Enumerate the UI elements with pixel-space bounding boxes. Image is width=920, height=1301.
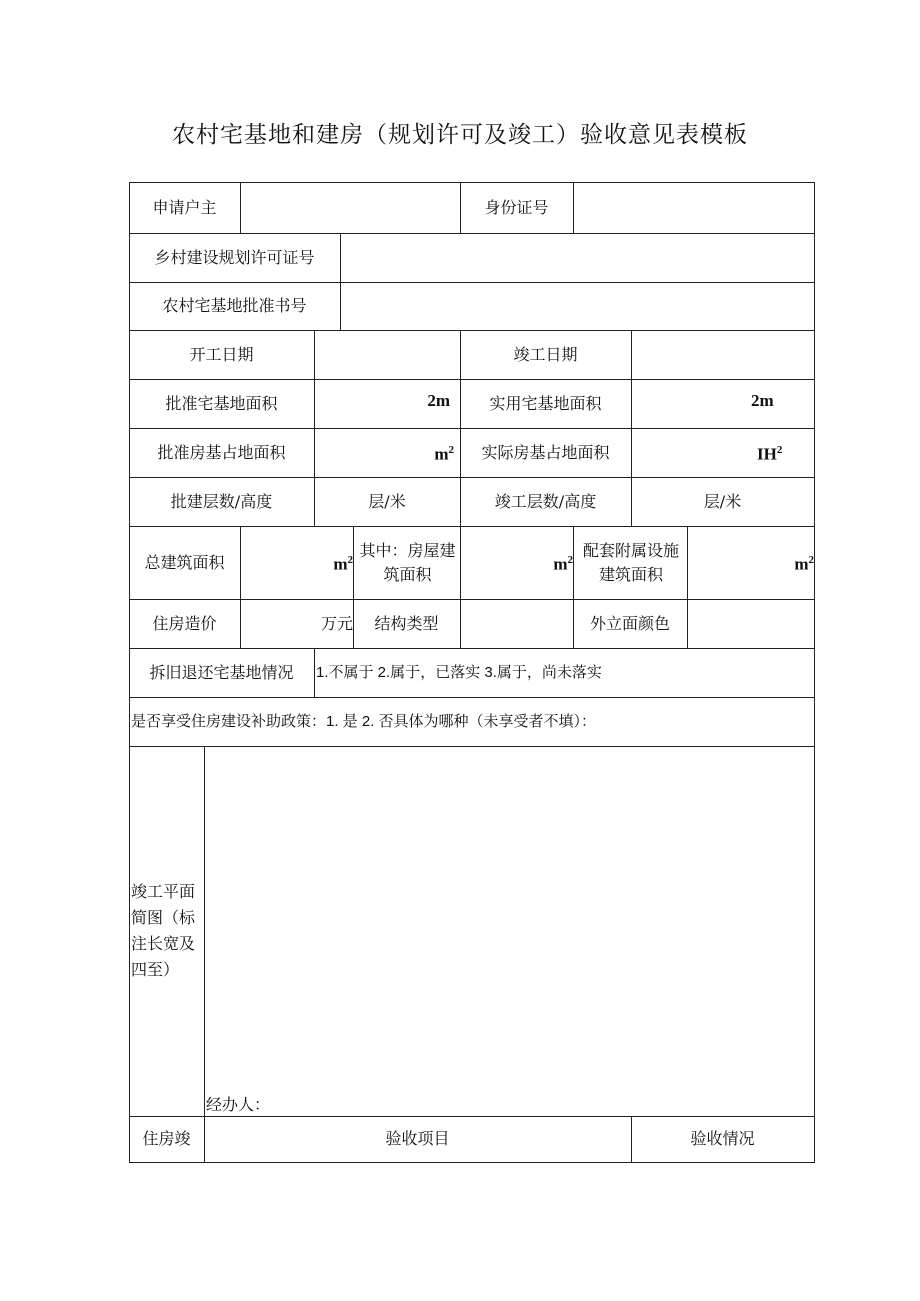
floor-plan-drawing-area[interactable] (205, 746, 814, 1096)
approved-land-area-field[interactable] (314, 379, 460, 423)
floors-unit: 层/米 (703, 491, 742, 511)
start-date-label: 开工日期 (189, 344, 254, 364)
permit-number-label: 乡村建设规划许可证号 (154, 247, 315, 267)
approval-number-label: 农村宅基地批准书号 (162, 296, 307, 315)
approved-floors-field[interactable] (314, 477, 460, 526)
floor-plan-label (131, 746, 203, 1116)
acceptance-form (129, 182, 815, 1163)
approved-footprint-field[interactable] (314, 428, 460, 477)
house-area-label: 其中：房屋建筑面积 (359, 540, 456, 584)
area-unit: $IH^2$ (757, 444, 783, 464)
approved-footprint-label: 批准房基占地面积 (157, 442, 286, 462)
document-title: 农村宅基地和建房（规划许可及竣工）验收意见表模板 (172, 122, 748, 148)
subsidy-policy-question[interactable]: 是否享受住房建设补助政策：1. 是 2. 否具体为哪种（未享受者不填）： (131, 712, 597, 730)
finished-floors-field[interactable] (631, 477, 814, 526)
facade-color-label: 外立面颜色 (589, 613, 670, 633)
ancillary-area-field[interactable] (687, 526, 814, 599)
area-unit: $m^2$ (553, 554, 573, 574)
area-unit: $m^2$ (794, 554, 814, 574)
facade-color-field[interactable] (687, 599, 814, 648)
permit-number-field[interactable] (340, 233, 814, 282)
actual-footprint-label: 实际房基占地面积 (481, 442, 610, 462)
rule (314, 648, 315, 697)
area-unit: $m^2$ (333, 554, 353, 574)
check-status-header: 验收情况 (690, 1129, 755, 1148)
bottom-section-label: 住房竣 (142, 1129, 191, 1148)
total-area-label: 总建筑面积 (144, 552, 225, 572)
cost-unit: 万元 (320, 613, 353, 633)
floors-unit: 层/米 (368, 491, 406, 511)
area-unit: $m^2$ (434, 444, 454, 464)
floor-plan-label-text: 竣工平面简图（标注长宽及四至） (131, 882, 196, 979)
structure-type-field[interactable] (460, 599, 573, 648)
structure-type-label: 结构类型 (374, 613, 439, 633)
old-land-return-options[interactable]: 1.不属于 2.属于，已落实 3.属于，尚未落实 (316, 663, 602, 681)
finish-date-field[interactable] (631, 330, 814, 379)
approved-land-area-label: 批准宅基地面积 (165, 393, 278, 413)
start-date-field[interactable] (314, 330, 460, 379)
area-unit: 2m (427, 391, 450, 410)
handler-label: 经办人： (206, 1095, 271, 1114)
house-area-field[interactable] (460, 526, 573, 599)
finish-date-label: 竣工日期 (513, 344, 578, 364)
finished-floors-label: 竣工层数/高度 (494, 491, 597, 511)
actual-land-area-label: 实用宅基地面积 (489, 393, 602, 413)
actual-land-area-field[interactable] (631, 379, 814, 423)
house-cost-label: 住房造价 (152, 613, 217, 633)
approved-floors-label: 批建层数/高度 (170, 491, 273, 511)
old-land-return-label: 拆旧退还宅基地情况 (149, 662, 294, 682)
actual-footprint-field[interactable] (631, 428, 814, 477)
total-area-field[interactable] (240, 526, 353, 599)
check-item-header: 验收项目 (385, 1129, 450, 1148)
rule (129, 1162, 815, 1163)
id-number-label: 身份证号 (484, 197, 549, 217)
approval-number-field[interactable] (340, 282, 814, 330)
applicant-field[interactable] (240, 182, 460, 233)
house-cost-field[interactable] (240, 599, 353, 648)
area-unit: 2m (751, 391, 774, 410)
ancillary-area-label: 配套附属设施建筑面积 (582, 540, 679, 584)
rule (814, 182, 815, 1163)
id-number-field[interactable] (573, 182, 814, 233)
applicant-label: 申请户主 (152, 197, 217, 217)
